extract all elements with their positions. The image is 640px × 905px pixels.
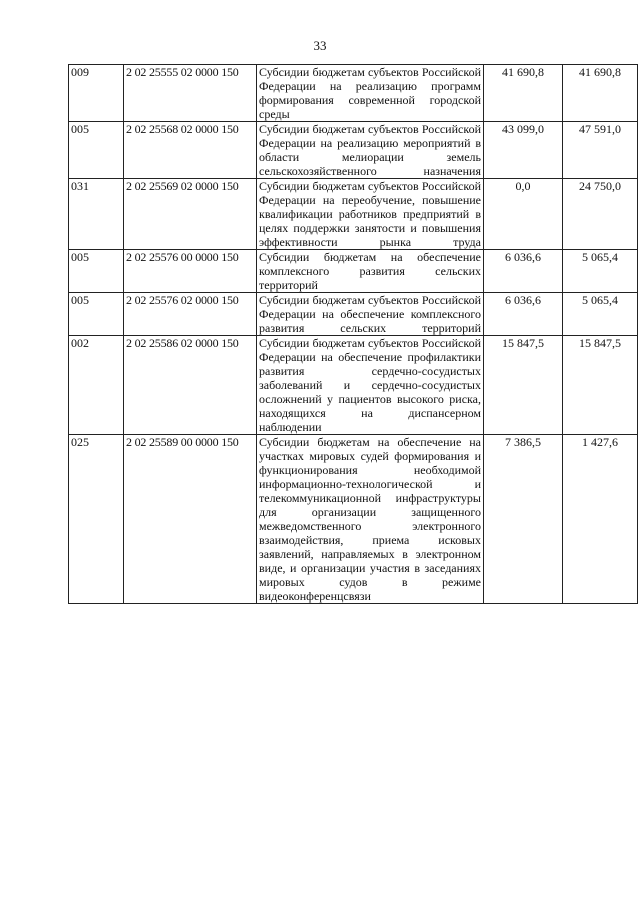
budget-classification-code-cell: 2 02 25586 02 0000 150	[124, 336, 257, 435]
table-row	[69, 122, 638, 179]
table-row	[69, 65, 638, 122]
table-row	[69, 179, 638, 250]
income-name-cell: Субсидии бюджетам субъектов Российской Федерации на обеспечение комплексного развития сельских территорий	[257, 293, 484, 336]
budget-classification-code-cell: 2 02 25569 02 0000 150	[124, 179, 257, 250]
amount-year2-cell: 5 065,4	[563, 293, 638, 336]
table-row	[69, 250, 638, 293]
amount-year2-cell: 41 690,8	[563, 65, 638, 122]
amount-year1-cell: 0,0	[484, 179, 563, 250]
budget-classification-code-cell: 2 02 25576 02 0000 150	[124, 293, 257, 336]
admin-code-cell: 025	[69, 435, 124, 604]
amount-year1-cell: 15 847,5	[484, 336, 563, 435]
amount-year1-cell: 7 386,5	[484, 435, 563, 604]
budget-classification-code-cell: 2 02 25576 00 0000 150	[124, 250, 257, 293]
page-number: 33	[313, 38, 327, 53]
amount-year1-cell: 43 099,0	[484, 122, 563, 179]
amount-year2-cell: 24 750,0	[563, 179, 638, 250]
amount-year2-cell: 15 847,5	[563, 336, 638, 435]
budget-income-table	[68, 64, 638, 604]
income-name-cell: Субсидии бюджетам субъектов Российской Федерации на реализацию программ формирования современной городской среды	[257, 65, 484, 122]
admin-code-cell: 005	[69, 250, 124, 293]
amount-year2-cell: 47 591,0	[563, 122, 638, 179]
admin-code-cell: 005	[69, 122, 124, 179]
income-name-cell: Субсидии бюджетам на обеспечение на участках мировых судей формирования и функционирования необходимой информационно-технологической и телекоммуникационной инфраструктуры для организации защищенного межведомственного электронного взаимодействия, приема исковых заявлений, направляемых в электронном виде, и организации участия в заседаниях мировых судов в режиме видеоконференцсвязи	[257, 435, 484, 604]
admin-code-cell: 005	[69, 293, 124, 336]
table-row	[69, 435, 638, 604]
budget-classification-code-cell: 2 02 25568 02 0000 150	[124, 122, 257, 179]
amount-year1-cell: 6 036,6	[484, 250, 563, 293]
budget-classification-code-cell: 2 02 25555 02 0000 150	[124, 65, 257, 122]
amount-year1-cell: 6 036,6	[484, 293, 563, 336]
income-name-cell: Субсидии бюджетам на обеспечение комплексного развития сельских территорий	[257, 250, 484, 293]
amount-year2-cell: 5 065,4	[563, 250, 638, 293]
amount-year2-cell: 1 427,6	[563, 435, 638, 604]
amount-year1-cell: 41 690,8	[484, 65, 563, 122]
table-row	[69, 336, 638, 435]
income-name-cell: Субсидии бюджетам субъектов Российской Федерации на реализацию мероприятий в области мелиорации земель сельскохозяйственного назначения	[257, 122, 484, 179]
admin-code-cell: 031	[69, 179, 124, 250]
table-row	[69, 293, 638, 336]
income-name-cell: Субсидии бюджетам субъектов Российской Федерации на обеспечение профилактики развития сердечно-сосудистых заболеваний и сердечно-сосудистых осложнений у пациентов высокого риска, находящихся на диспансерном наблюдении	[257, 336, 484, 435]
budget-classification-code-cell: 2 02 25589 00 0000 150	[124, 435, 257, 604]
income-name-cell: Субсидии бюджетам субъектов Российской Федерации на переобучение, повышение квалификации работников предприятий в целях поддержки занятости и повышения эффективности рынка труда	[257, 179, 484, 250]
admin-code-cell: 002	[69, 336, 124, 435]
admin-code-cell: 009	[69, 65, 124, 122]
